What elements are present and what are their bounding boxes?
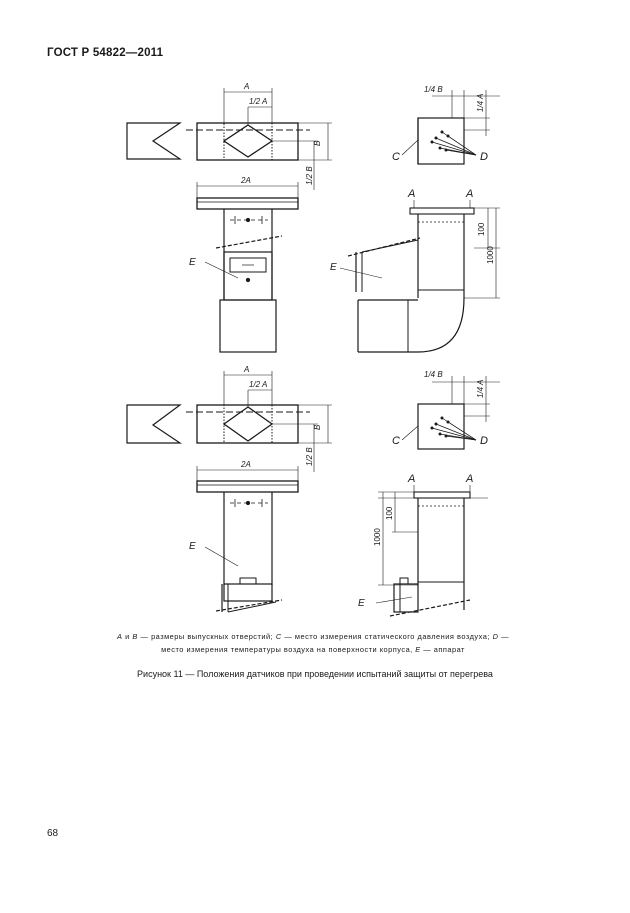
dim-1000-bottom: 1000 bbox=[373, 528, 382, 546]
dim-100-top: 100 bbox=[477, 222, 486, 236]
top-outlet-front-view bbox=[189, 176, 298, 352]
figure-caption: Рисунок 11 — Положения датчиков при проведении испытаний защиты от перегрева bbox=[137, 669, 493, 679]
bottom-side-view bbox=[358, 473, 488, 616]
dim-label-b-2: B bbox=[313, 424, 322, 430]
dim-label-2a: 2A bbox=[241, 176, 251, 185]
legend-text-2: — место измерения статического давления воздуха; bbox=[281, 632, 493, 641]
bottom-outlet-plan-view bbox=[127, 365, 332, 472]
dim-label-half-b-2: 1/2 B bbox=[305, 447, 314, 466]
legend-text-4: — аппарат bbox=[420, 645, 465, 654]
label-d-1: D bbox=[480, 151, 488, 163]
dim-label-a: A bbox=[244, 82, 250, 91]
page-number: 68 bbox=[47, 828, 59, 839]
legend-d: D bbox=[492, 632, 499, 641]
legend-and: и bbox=[122, 632, 133, 641]
label-e-2: E bbox=[330, 262, 337, 273]
dim-label-quarter-b: 1/4 B bbox=[424, 85, 443, 94]
legend-text-1: — размеры выпускных отверстий; bbox=[137, 632, 276, 641]
label-c-2: C bbox=[392, 435, 400, 447]
label-a-left-1: A bbox=[408, 188, 416, 200]
dim-label-b: B bbox=[313, 140, 322, 146]
label-e-4: E bbox=[358, 598, 365, 609]
legend-c: C bbox=[275, 632, 282, 641]
dim-label-quarter-a-2: 1/4 A bbox=[476, 379, 485, 398]
legend-text-3: — место измерения температуры воздуха на поверхности корпуса, bbox=[161, 632, 509, 654]
top-outlet-plan-view bbox=[127, 82, 332, 190]
dim-label-half-b: 1/2 B bbox=[305, 166, 314, 185]
label-c-1: C bbox=[392, 151, 400, 163]
label-e-1: E bbox=[189, 257, 196, 268]
dim-label-quarter-a: 1/4 A bbox=[476, 93, 485, 112]
dim-1000-top: 1000 bbox=[486, 246, 495, 264]
top-side-view-elbow bbox=[330, 188, 500, 352]
bottom-sensor-detail bbox=[392, 370, 500, 449]
legend-e: E bbox=[415, 645, 421, 654]
label-e-3: E bbox=[189, 541, 196, 552]
bottom-outlet-front-view bbox=[189, 460, 298, 612]
dim-label-quarter-b-2: 1/4 B bbox=[424, 370, 443, 379]
top-sensor-detail bbox=[392, 85, 500, 164]
label-a-right-2: A bbox=[466, 473, 474, 485]
label-a-right-1: A bbox=[466, 188, 474, 200]
dim-label-a-2: A bbox=[244, 365, 250, 374]
dim-label-half-a-2: 1/2 A bbox=[249, 380, 268, 389]
label-d-2: D bbox=[480, 435, 488, 447]
dim-label-half-a: 1/2 A bbox=[249, 97, 268, 106]
dim-label-2a-2: 2A bbox=[241, 460, 251, 469]
legend-a: A bbox=[117, 632, 123, 641]
document-header: ГОСТ Р 54822—2011 bbox=[47, 47, 164, 59]
label-a-left-2: A bbox=[408, 473, 416, 485]
legend-b: B bbox=[132, 632, 138, 641]
figure-legend bbox=[117, 630, 509, 656]
dim-100-bottom: 100 bbox=[385, 506, 394, 520]
